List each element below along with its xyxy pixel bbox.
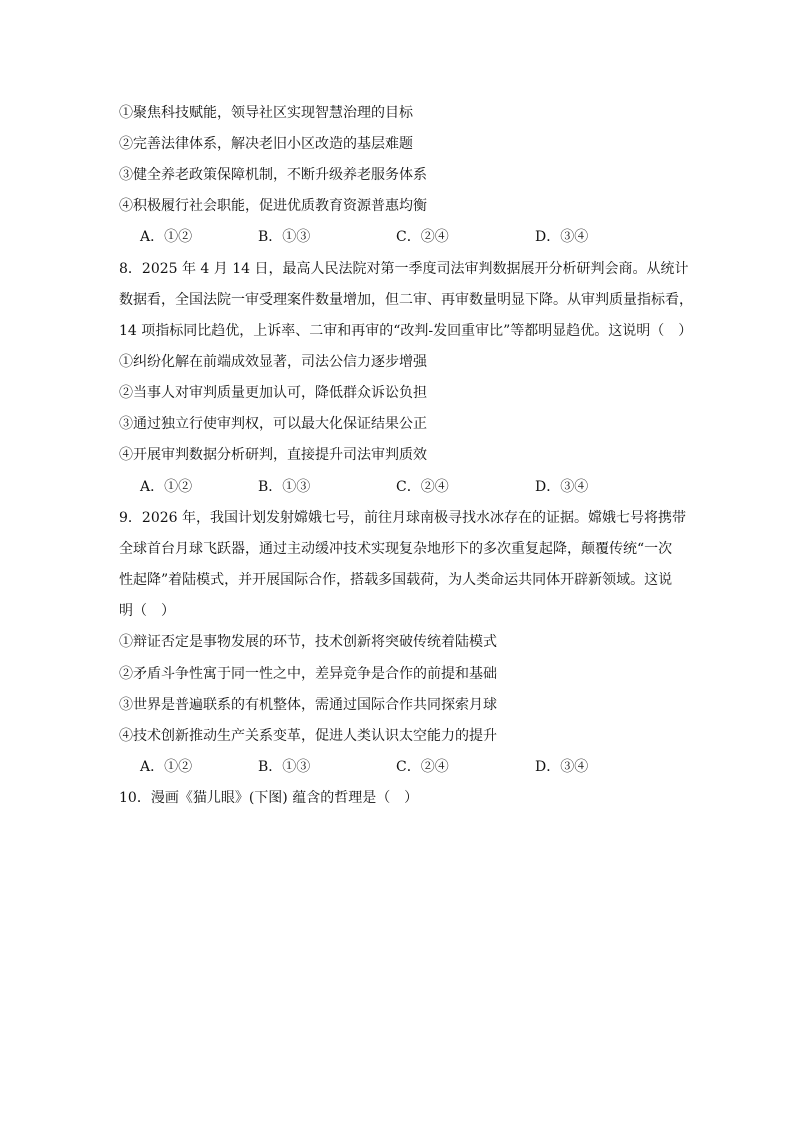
q9-statement-2: ②矛盾斗争性寓于同一性之中，差异竞争是合作的前提和基础 [119, 666, 497, 682]
q7-statement-4: ④积极履行社会职能，促进优质教育资源普惠均衡 [119, 198, 427, 214]
q8-stem-line-2: 数据看，全国法院一审受理案件数量增加，但二审、再审数量明显下降。从审判质量指标看， [119, 292, 693, 308]
q8-statement-1: ①纠纷化解在前端成效显著，司法公信力逐步增强 [119, 354, 427, 370]
q8-option-d: D．③④ [535, 479, 589, 495]
q9-option-c: C．②④ [396, 759, 449, 775]
q9-stem-line-1: 9．2026 年，我国计划发射嫦娥七号，前往月球南极寻找水冰存在的证据。嫦娥七号将携带 [119, 510, 686, 526]
q9-stem-line-3: 性起降”着陆模式，并开展国际合作，搭载多国载荷，为人类命运共同体开辟新领域。这说 [119, 572, 673, 588]
q9-option-d: D．③④ [535, 759, 589, 775]
q9-statement-4: ④技术创新推动生产关系变革，促进人类认识太空能力的提升 [119, 728, 497, 744]
q8-statement-4: ④开展审判数据分析研判，直接提升司法审判质效 [119, 447, 427, 463]
q9-statement-1: ①辩证否定是事物发展的环节，技术创新将突破传统着陆模式 [119, 634, 497, 650]
q7-option-b: B．①③ [258, 229, 311, 245]
q8-statement-3: ③通过独立行使审判权，可以最大化保证结果公正 [119, 416, 427, 432]
q9-stem-line-2: 全球首台月球飞跃器，通过主动缓冲技术实现复杂地形下的多次重复起降，颠覆传统“一次 [119, 541, 673, 557]
q7-option-a: A．①② [140, 229, 193, 245]
q7-statement-2: ②完善法律体系，解决老旧小区改造的基层难题 [119, 136, 413, 152]
q8-option-b: B．①③ [258, 479, 311, 495]
q9-stem-line-4: 明（ ） [119, 603, 175, 619]
q7-option-d: D．③④ [535, 229, 589, 245]
q8-statement-2: ②当事人对审判质量更加认可，降低群众诉讼负担 [119, 385, 427, 401]
q7-option-c: C．②④ [396, 229, 449, 245]
q9-statement-3: ③世界是普遍联系的有机整体，需通过国际合作共同探索月球 [119, 697, 497, 713]
q10-stem-line-1: 10．漫画《猫儿眼》(下图) 蕴含的哲理是（ ） [119, 790, 419, 806]
q7-statement-3: ③健全养老政策保障机制，不断升级养老服务体系 [119, 167, 427, 183]
q8-stem-line-1: 8．2025 年 4 月 14 日，最高人民法院对第一季度司法审判数据展开分析研判会商。从统计 [119, 261, 689, 277]
q8-option-c: C．②④ [396, 479, 449, 495]
q8-option-a: A．①② [140, 479, 193, 495]
q7-statement-1: ①聚焦科技赋能，领导社区实现智慧治理的目标 [119, 105, 413, 121]
q8-stem-line-3: 14 项指标同比趋优，上诉率、二审和再审的“改判-发回重审比”等都明显趋优。这说明（ ） [119, 323, 693, 339]
q9-option-b: B．①③ [258, 759, 311, 775]
q9-option-a: A．①② [140, 759, 193, 775]
